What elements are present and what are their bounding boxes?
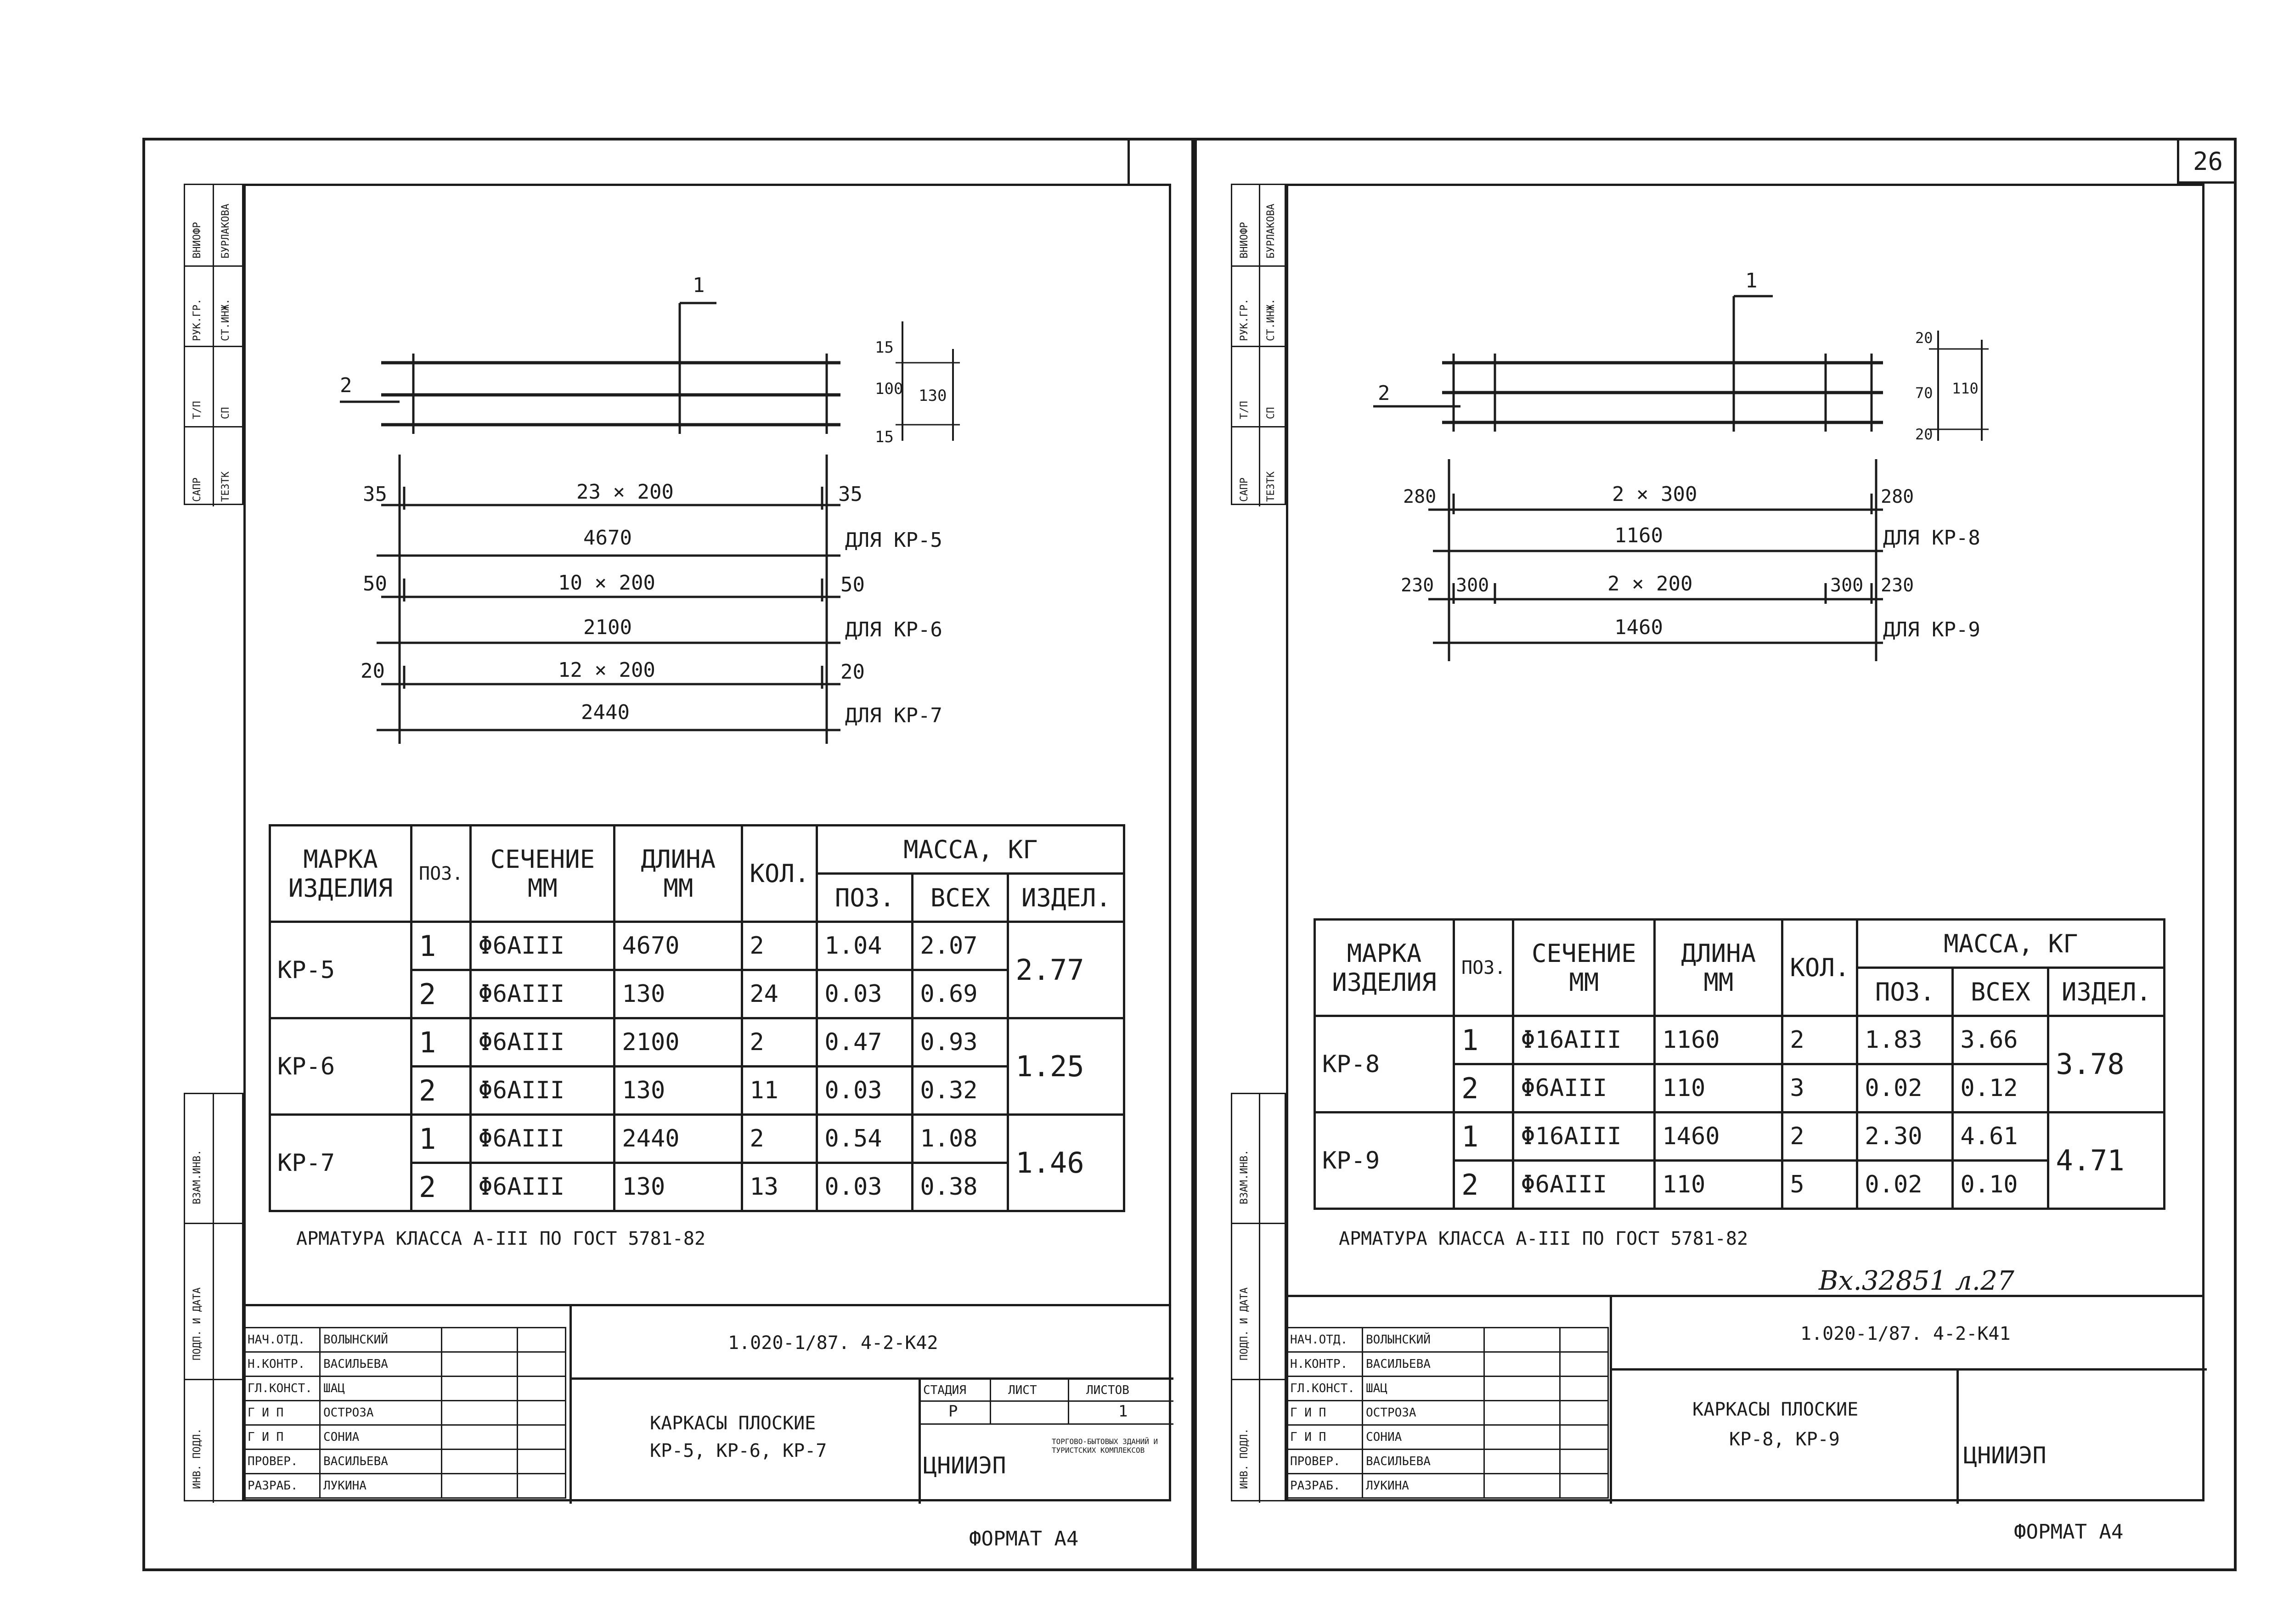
cell-section: Φ6AIII (471, 1067, 615, 1115)
header-mass-item: ИЗДЕЛ. (2048, 968, 2165, 1016)
dim-middle: 2 × 200 (1607, 572, 1693, 596)
dim-right: 50 (840, 573, 865, 596)
cell-mass-pos: 0.02 (1857, 1064, 1953, 1113)
cell-qty: 3 (1782, 1064, 1857, 1113)
cell-mass-item: 3.78 (2048, 1016, 2165, 1113)
cell-qty: 2 (1782, 1016, 1857, 1064)
person: ВАСИЛЬЕВА (320, 1450, 442, 1474)
dim-middle: 2 × 300 (1612, 483, 1697, 506)
cell-mass-item: 1.25 (1008, 1018, 1124, 1115)
person: ОСТРОЗА (320, 1401, 442, 1425)
cell-length: 4670 (615, 922, 742, 970)
cell-mass-pos: 0.03 (817, 970, 913, 1018)
cell-mark: КР-9 (1315, 1113, 1454, 1209)
position-2-label: 2 (1378, 382, 1390, 405)
cell-mass-all: 0.10 (1953, 1161, 2048, 1209)
header-mass-pos: ПОЗ. (1857, 968, 1953, 1016)
field-label: ПОДП. И ДАТА (192, 1287, 203, 1360)
header-length: ДЛИНА ММ (615, 826, 742, 922)
dim-left: 230 (1401, 575, 1434, 596)
person: ВАСИЛЬЕВА (1363, 1450, 1484, 1474)
dim-total: 4670 (583, 526, 632, 550)
role: Н.КОНТР. (1287, 1352, 1363, 1377)
header-mark: МАРКА ИЗДЕЛИЯ (270, 826, 412, 922)
position-1-label: 1 (1745, 269, 1758, 292)
cell-length: 130 (615, 1067, 742, 1115)
header-length: ДЛИНА ММ (1655, 920, 1782, 1016)
cell-mark: КР-5 (270, 922, 412, 1018)
cell-length: 130 (615, 970, 742, 1018)
dim-height: 20 (1915, 329, 1933, 347)
cell-section: Φ16AIII (1513, 1016, 1655, 1064)
incoming-stamp: Вх.32851 л.27 (1819, 1265, 2014, 1296)
header-mass: МАССА, КГ (1857, 920, 2165, 968)
cell-mass-item: 1.46 (1008, 1115, 1124, 1211)
cell-mass-all: 4.61 (1953, 1113, 2048, 1161)
cell-mass-all: 0.12 (1953, 1064, 2048, 1113)
cell-pos: 2 (412, 1163, 471, 1211)
stamp-value: БУРЛАКОВА (220, 203, 231, 258)
cell-qty: 2 (1782, 1113, 1857, 1161)
cell-mass-pos: 2.30 (1857, 1113, 1953, 1161)
cell-mark: КР-6 (270, 1018, 412, 1115)
sheets-value: 1 (1118, 1402, 1128, 1421)
header-section: СЕЧЕНИЕ ММ (471, 826, 615, 922)
reinforcement-note: АРМАТУРА КЛАССА А-III ПО ГОСТ 5781-82 (1339, 1228, 1748, 1249)
dim-caption: ДЛЯ КР-6 (845, 618, 942, 641)
dim-middle: 23 × 200 (576, 480, 674, 504)
cell-mass-pos: 0.02 (1857, 1161, 1953, 1209)
role: ГЛ.КОНСТ. (1287, 1377, 1363, 1401)
cell-mass-all: 3.66 (1953, 1016, 2048, 1064)
role: Г И П (1287, 1401, 1363, 1425)
dim-height: 15 (875, 428, 894, 446)
stamp-value: СП (1265, 407, 1277, 419)
dim-caption: ДЛЯ КР-5 (845, 528, 942, 552)
cell-section: Φ16AIII (1513, 1113, 1655, 1161)
drawing-title: КАРКАСЫ ПЛОСКИЕ (1692, 1399, 1859, 1420)
cell-qty: 2 (742, 1018, 817, 1067)
document-code: 1.020-1/87. 4-2-К42 (728, 1332, 938, 1354)
stamp-value: СП (220, 407, 231, 419)
cell-mass-pos: 0.03 (817, 1163, 913, 1211)
dim-height: 70 (1915, 384, 1933, 402)
dim-caption: ДЛЯ КР-7 (845, 704, 942, 727)
person: ЛУКИНА (320, 1474, 442, 1498)
cell-mark: КР-7 (270, 1115, 412, 1211)
field-label: ВЗАМ.ИНВ. (192, 1149, 203, 1204)
person: СОНИА (1363, 1425, 1484, 1450)
cell-qty: 11 (742, 1067, 817, 1115)
role: ПРОВЕР. (1287, 1450, 1363, 1474)
header-mass: МАССА, КГ (817, 826, 1124, 874)
dim-right-inner: 300 (1830, 575, 1864, 596)
format-label: ФОРМАТ А4 (969, 1527, 1079, 1551)
dim-left: 20 (361, 659, 385, 683)
stamp-label: ВНИОФР (1239, 222, 1250, 258)
role: НАЧ.ОТД. (244, 1328, 320, 1352)
person: СОНИА (320, 1425, 442, 1450)
organization: ЦНИИЭП (1963, 1442, 2047, 1469)
cell-mass-pos: 1.04 (817, 922, 913, 970)
role: Г И П (244, 1401, 320, 1425)
cell-pos: 1 (412, 922, 471, 970)
cell-mass-pos: 0.47 (817, 1018, 913, 1067)
drawing-subtitle: КР-8, КР-9 (1729, 1429, 1840, 1450)
cell-length: 1460 (1655, 1113, 1782, 1161)
dim-caption: ДЛЯ КР-9 (1883, 618, 1980, 641)
role: ПРОВЕР. (244, 1450, 320, 1474)
stamp-label: Т/П (1239, 401, 1250, 419)
stage-value: Р (948, 1402, 958, 1421)
right-spec-table (1314, 918, 2165, 1210)
sheet-label: ЛИСТ (1008, 1383, 1037, 1397)
cell-section: Φ6AIII (471, 1115, 615, 1163)
person: ВАСИЛЬЕВА (1363, 1352, 1484, 1377)
cell-mass-all: 0.32 (913, 1067, 1008, 1115)
cell-qty: 13 (742, 1163, 817, 1211)
role: РАЗРАБ. (1287, 1474, 1363, 1498)
role: Н.КОНТР. (244, 1352, 320, 1377)
header-pos: ПОЗ. (1454, 920, 1513, 1016)
dim-left: 280 (1403, 486, 1437, 507)
field-label: ИНВ. ПОДЛ. (1239, 1428, 1250, 1489)
cell-length: 2100 (615, 1018, 742, 1067)
cell-pos: 2 (412, 1067, 471, 1115)
dim-middle: 10 × 200 (558, 571, 655, 595)
cell-section: Φ6AIII (471, 1163, 615, 1211)
cell-mass-pos: 1.83 (1857, 1016, 1953, 1064)
dim-caption: ДЛЯ КР-8 (1883, 526, 1980, 550)
dim-total: 1160 (1614, 524, 1663, 547)
cell-mass-all: 2.07 (913, 922, 1008, 970)
person: ШАЦ (1363, 1377, 1484, 1401)
cell-pos: 1 (412, 1115, 471, 1163)
dim-left: 35 (363, 483, 387, 506)
organization: ЦНИИЭП (923, 1452, 1006, 1479)
role: ГЛ.КОНСТ. (244, 1377, 320, 1401)
format-label: ФОРМАТ А4 (2014, 1520, 2124, 1544)
person: ОСТРОЗА (1363, 1401, 1484, 1425)
cell-pos: 2 (1454, 1161, 1513, 1209)
field-label: ПОДП. И ДАТА (1239, 1287, 1250, 1360)
cell-section: Φ6AIII (471, 970, 615, 1018)
cell-qty: 2 (742, 1115, 817, 1163)
stamp-value: СТ.ИНЖ. (220, 298, 231, 341)
person: ВОЛЫНСКИЙ (1363, 1328, 1484, 1352)
stamp-label: ВНИОФР (192, 222, 203, 258)
header-mark: МАРКА ИЗДЕЛИЯ (1315, 920, 1454, 1016)
header-qty: КОЛ. (742, 826, 817, 922)
dim-right: 280 (1881, 486, 1914, 507)
cell-pos: 2 (412, 970, 471, 1018)
role: Г И П (1287, 1425, 1363, 1450)
dim-right: 35 (838, 483, 863, 506)
stamp-value: ТЕЗТК (1265, 471, 1277, 502)
position-2-label: 2 (340, 374, 352, 397)
drawing-title: КАРКАСЫ ПЛОСКИЕ (650, 1413, 816, 1434)
header-mass-item: ИЗДЕЛ. (1008, 874, 1124, 922)
header-mass-all: ВСЕХ (913, 874, 1008, 922)
cell-length: 110 (1655, 1064, 1782, 1113)
person: ШАЦ (320, 1377, 442, 1401)
dim-right: 20 (840, 660, 865, 684)
page-number: 26 (2193, 147, 2223, 176)
person: ЛУКИНА (1363, 1474, 1484, 1498)
organization-subtitle: ТОРГОВО-БЫТОВЫХ ЗДАНИЙ И ТУРИСТСКИХ КОМПЛЕКСОВ (1052, 1437, 1158, 1455)
stamp-value: БУРЛАКОВА (1265, 203, 1277, 258)
field-label: ВЗАМ.ИНВ. (1239, 1149, 1250, 1204)
header-pos: ПОЗ. (412, 826, 471, 922)
document-code: 1.020-1/87. 4-2-К41 (1800, 1323, 2011, 1344)
person: ВОЛЫНСКИЙ (320, 1328, 442, 1352)
cell-mass-all: 0.69 (913, 970, 1008, 1018)
cell-mark: КР-8 (1315, 1016, 1454, 1113)
stamp-label: РУК.ГР. (192, 298, 203, 341)
drawing-subtitle: КР-5, КР-6, КР-7 (650, 1440, 827, 1461)
sheets-label: ЛИСТОВ (1086, 1383, 1129, 1397)
cell-mass-all: 0.38 (913, 1163, 1008, 1211)
cell-section: Φ6AIII (471, 922, 615, 970)
cell-mass-all: 0.93 (913, 1018, 1008, 1067)
header-section: СЕЧЕНИЕ ММ (1513, 920, 1655, 1016)
cell-length: 1160 (1655, 1016, 1782, 1064)
cell-mass-pos: 0.54 (817, 1115, 913, 1163)
dim-height: 110 (1952, 380, 1979, 397)
dim-middle: 12 × 200 (558, 658, 655, 682)
stamp-label: Т/П (192, 401, 203, 419)
dim-total: 1460 (1614, 616, 1663, 639)
cell-length: 2440 (615, 1115, 742, 1163)
position-1-label: 1 (693, 274, 705, 297)
stage-label: СТАДИЯ (923, 1383, 966, 1397)
cell-section: Φ6AIII (471, 1018, 615, 1067)
cell-pos: 2 (1454, 1064, 1513, 1113)
cell-mass-item: 2.77 (1008, 922, 1124, 1018)
cell-mass-all: 1.08 (913, 1115, 1008, 1163)
stamp-label: САПР (1239, 478, 1250, 502)
cell-section: Φ6AIII (1513, 1161, 1655, 1209)
dim-total: 2440 (581, 701, 630, 724)
person: ВАСИЛЬЕВА (320, 1352, 442, 1377)
role: Г И П (244, 1425, 320, 1450)
cell-mass-item: 4.71 (2048, 1113, 2165, 1209)
dim-left-inner: 300 (1456, 575, 1489, 596)
role: РАЗРАБ. (244, 1474, 320, 1498)
stamp-label: САПР (192, 478, 203, 502)
cell-pos: 1 (1454, 1016, 1513, 1064)
stamp-value: СТ.ИНЖ. (1265, 298, 1277, 341)
header-qty: КОЛ. (1782, 920, 1857, 1016)
dim-right: 230 (1881, 575, 1914, 596)
cell-length: 130 (615, 1163, 742, 1211)
field-label: ИНВ. ПОДЛ. (192, 1428, 203, 1489)
dim-total: 2100 (583, 616, 632, 639)
cell-mass-pos: 0.03 (817, 1067, 913, 1115)
cell-section: Φ6AIII (1513, 1064, 1655, 1113)
dim-height: 15 (875, 338, 894, 357)
dim-height: 100 (875, 380, 903, 398)
right-signatures (1286, 1327, 1609, 1499)
dim-height: 20 (1915, 426, 1933, 443)
dim-left: 50 (363, 572, 387, 596)
cell-qty: 5 (1782, 1161, 1857, 1209)
stamp-label: РУК.ГР. (1239, 298, 1250, 341)
cell-pos: 1 (1454, 1113, 1513, 1161)
dim-height: 130 (919, 387, 947, 405)
header-mass-all: ВСЕХ (1953, 968, 2048, 1016)
cell-pos: 1 (412, 1018, 471, 1067)
cell-qty: 24 (742, 970, 817, 1018)
stamp-value: ТЕЗТК (220, 471, 231, 502)
reinforcement-note: АРМАТУРА КЛАССА А-III ПО ГОСТ 5781-82 (296, 1228, 706, 1249)
cell-qty: 2 (742, 922, 817, 970)
cell-length: 110 (1655, 1161, 1782, 1209)
header-mass-pos: ПОЗ. (817, 874, 913, 922)
role: НАЧ.ОТД. (1287, 1328, 1363, 1352)
